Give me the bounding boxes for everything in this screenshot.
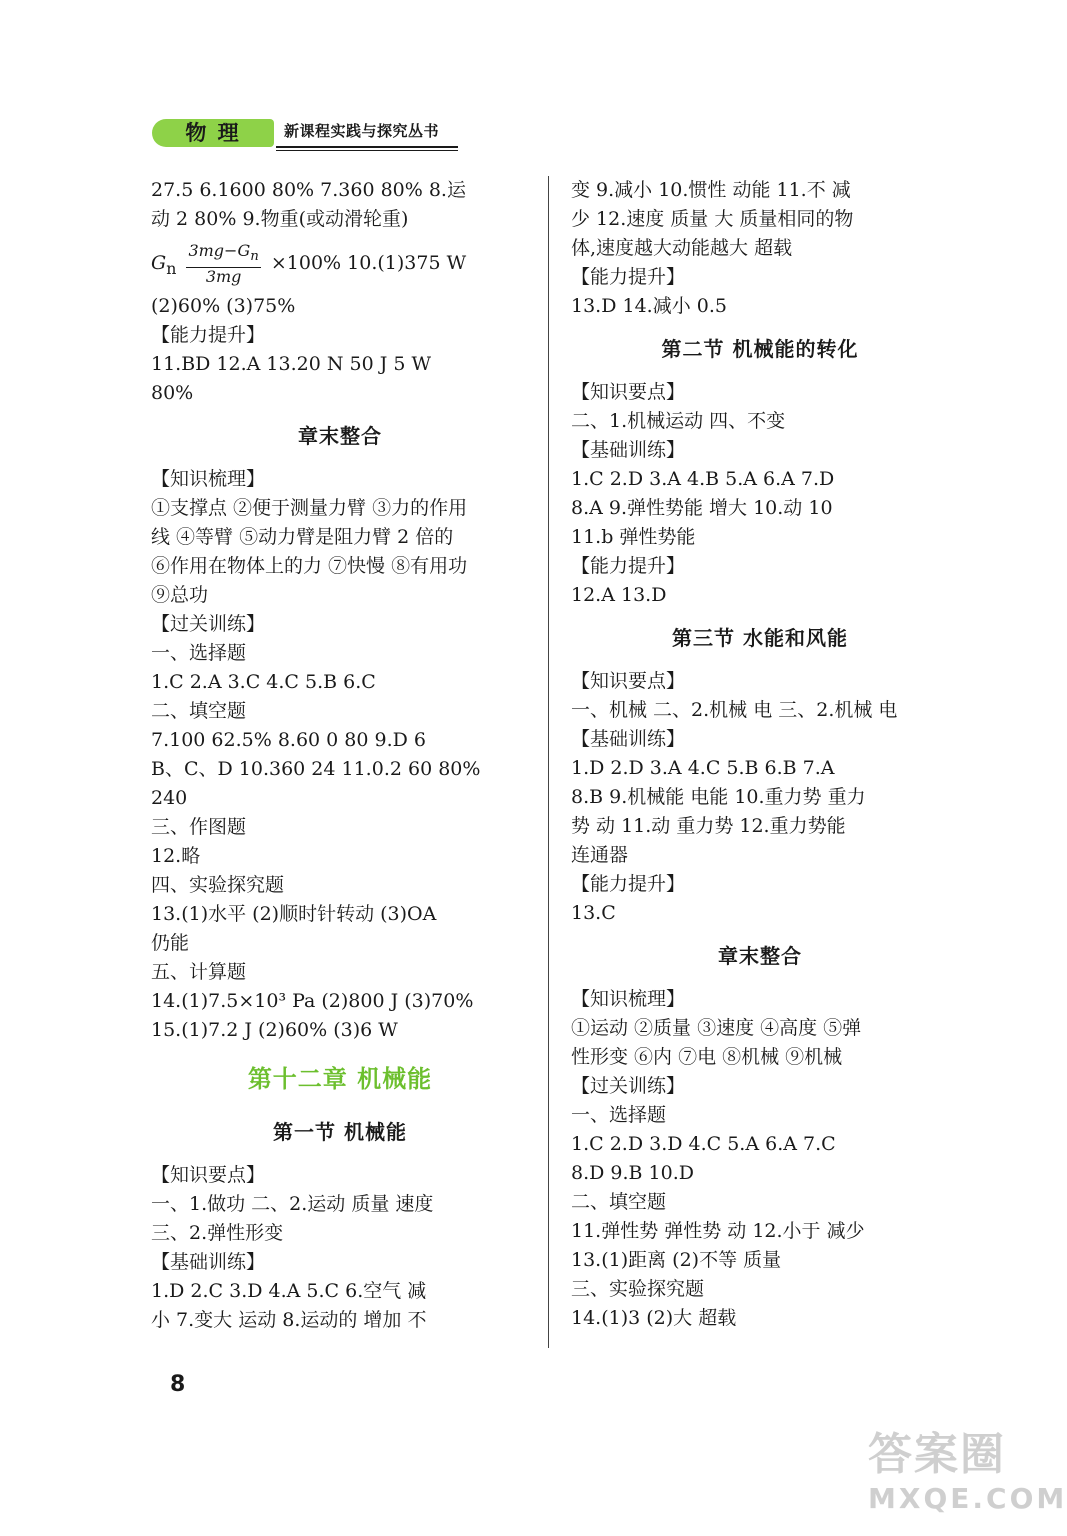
subject-tab: 物 理 (152, 119, 274, 147)
section-label: 【知识梳理】 (571, 988, 686, 1010)
answer-line: 仍能 (151, 932, 190, 954)
answer-line: ⑨总功 (151, 584, 209, 606)
section-heading: 第三节 水能和风能 (672, 626, 848, 650)
section-label: 【知识梳理】 (151, 468, 266, 490)
answer-line: 线 ④等臂 ⑤动力臂是阻力臂 2 倍的 (151, 526, 454, 548)
section-heading: 第二节 机械能的转化 (661, 337, 859, 361)
watermark-logo (868, 1428, 1067, 1528)
question-type: 一、选择题 (571, 1104, 667, 1126)
formula-prefix-sub: n (166, 258, 177, 278)
formula-line (151, 234, 529, 292)
section-label: 【过关训练】 (571, 1075, 686, 1097)
right-column (571, 176, 949, 1333)
section-label: 【知识要点】 (151, 1164, 266, 1186)
answer-line: 1.D 2.D 3.A 4.C 5.B 6.B 7.A (571, 757, 835, 779)
answer-line: 8.D 9.B 10.D (571, 1162, 694, 1184)
answer-line: 11.BD 12.A 13.20 N 50 J 5 W (151, 353, 432, 375)
answer-line: 14.(1)7.5×10³ Pa (2)800 J (3)70% (151, 990, 474, 1012)
answer-line: 27.5 6.1600 80% 7.360 80% 8.运 (151, 179, 466, 201)
answer-line: 1.D 2.C 3.D 4.A 5.C 6.空气 减 (151, 1280, 427, 1302)
left-column (151, 176, 529, 1335)
chapter-title: 第十二章 机械能 (247, 1065, 433, 1093)
answer-line: 8.B 9.机械能 电能 10.重力势 重力 (571, 786, 866, 808)
answer-line: 一、机械 二、2.机械 电 三、2.机械 电 (571, 699, 898, 721)
section-label: 【知识要点】 (571, 381, 686, 403)
answer-line: 12.略 (151, 845, 201, 867)
watermark-top: 答案圈 (868, 1429, 1006, 1480)
answer-line: 动 2 80% 9.物重(或动滑轮重) (151, 208, 409, 230)
answer-line: 1.C 2.D 3.A 4.B 5.A 6.A 7.D (571, 468, 835, 490)
answer-line: 二、1.机械运动 四、不变 (571, 410, 786, 432)
answer-line: 性形变 ⑥内 ⑦电 ⑧机械 ⑨机械 (571, 1046, 843, 1068)
answer-line: 15.(1)7.2 J (2)60% (3)6 W (151, 1019, 398, 1041)
answer-line: 12.A 13.D (571, 584, 667, 606)
answer-line: 11.弹性势 弹性势 动 12.小于 减少 (571, 1220, 865, 1242)
section-label: 【基础训练】 (571, 728, 686, 750)
section-heading: 第一节 机械能 (273, 1120, 407, 1144)
page-header (152, 117, 462, 151)
section-label: 【知识要点】 (571, 670, 686, 692)
answer-line: 240 (151, 787, 188, 809)
section-heading: 章末整合 (718, 944, 802, 968)
question-type: 三、实验探究题 (571, 1278, 705, 1300)
section-label: 【能力提升】 (571, 555, 686, 577)
question-type: 四、实验探究题 (151, 874, 285, 896)
header-rule-thin (276, 150, 458, 151)
answer-line: 三、2.弹性形变 (151, 1222, 284, 1244)
question-type: 二、填空题 (571, 1191, 667, 1213)
answer-line: 一、1.做功 二、2.运动 质量 速度 (151, 1193, 434, 1215)
answer-line: ①支撑点 ②便于测量力臂 ③力的作用 (151, 497, 468, 519)
section-heading: 章末整合 (298, 424, 382, 448)
formula-prefix: G (151, 252, 167, 274)
page-number: 8 (170, 1372, 186, 1397)
answer-line: ⑥作用在物体上的力 ⑦快慢 ⑧有用功 (151, 555, 468, 577)
answer-line: 势 动 11.动 重力势 12.重力势能 (571, 815, 846, 837)
answer-line: ①运动 ②质量 ③速度 ④高度 ⑤弹 (571, 1017, 862, 1039)
answer-line: 14.(1)3 (2)大 超载 (571, 1307, 737, 1329)
answer-line: 少 12.速度 质量 大 质量相同的物 (571, 208, 854, 230)
question-type: 三、作图题 (151, 816, 247, 838)
question-type: 五、计算题 (151, 961, 247, 983)
answer-line: 13.C (571, 902, 616, 924)
section-label: 【基础训练】 (571, 439, 686, 461)
answer-line: 变 9.减小 10.惯性 动能 11.不 减 (571, 179, 851, 201)
answer-line: B、C、D 10.360 24 11.0.2 60 80% (151, 758, 481, 780)
answer-line: 13.D 14.减小 0.5 (571, 295, 727, 317)
section-label: 【能力提升】 (151, 324, 266, 346)
question-type: 一、选择题 (151, 642, 247, 664)
answer-line: (2)60% (3)75% (151, 295, 296, 317)
answer-line: 体,速度越大动能越大 超载 (571, 237, 793, 259)
answer-line: 1.C 2.A 3.C 4.C 5.B 6.C (151, 671, 376, 693)
answer-line: 11.b 弹性势能 (571, 526, 696, 548)
formula-numerator: $3mg-G_n$ (186, 242, 260, 267)
answer-line: 13.(1)距离 (2)不等 质量 (571, 1249, 782, 1271)
column-divider (548, 176, 549, 1348)
series-title: 新课程实践与探究丛书 (284, 122, 440, 140)
answer-line: 连通器 (571, 844, 629, 866)
answer-line: 小 7.变大 运动 8.运动的 增加 不 (151, 1309, 427, 1331)
answer-line: 13.(1)水平 (2)顺时针转动 (3)OA (151, 903, 437, 925)
answer-line: 1.C 2.D 3.D 4.C 5.A 6.A 7.C (571, 1133, 836, 1155)
answer-line: 8.A 9.弹性势能 增大 10.动 10 (571, 497, 833, 519)
section-label: 【能力提升】 (571, 266, 686, 288)
answer-line: 7.100 62.5% 8.60 0 80 9.D 6 (151, 729, 427, 751)
section-label: 【基础训练】 (151, 1251, 266, 1273)
section-label: 【过关训练】 (151, 613, 266, 635)
formula-fraction (186, 242, 260, 285)
answer-line: 80% (151, 382, 194, 404)
question-type: 二、填空题 (151, 700, 247, 722)
formula-suffix: ×100% 10.(1)375 W (270, 252, 467, 274)
watermark-bottom: MXQE.COM (868, 1482, 1067, 1515)
header-rule (276, 146, 458, 148)
formula-denominator: 3mg (205, 266, 242, 286)
section-label: 【能力提升】 (571, 873, 686, 895)
